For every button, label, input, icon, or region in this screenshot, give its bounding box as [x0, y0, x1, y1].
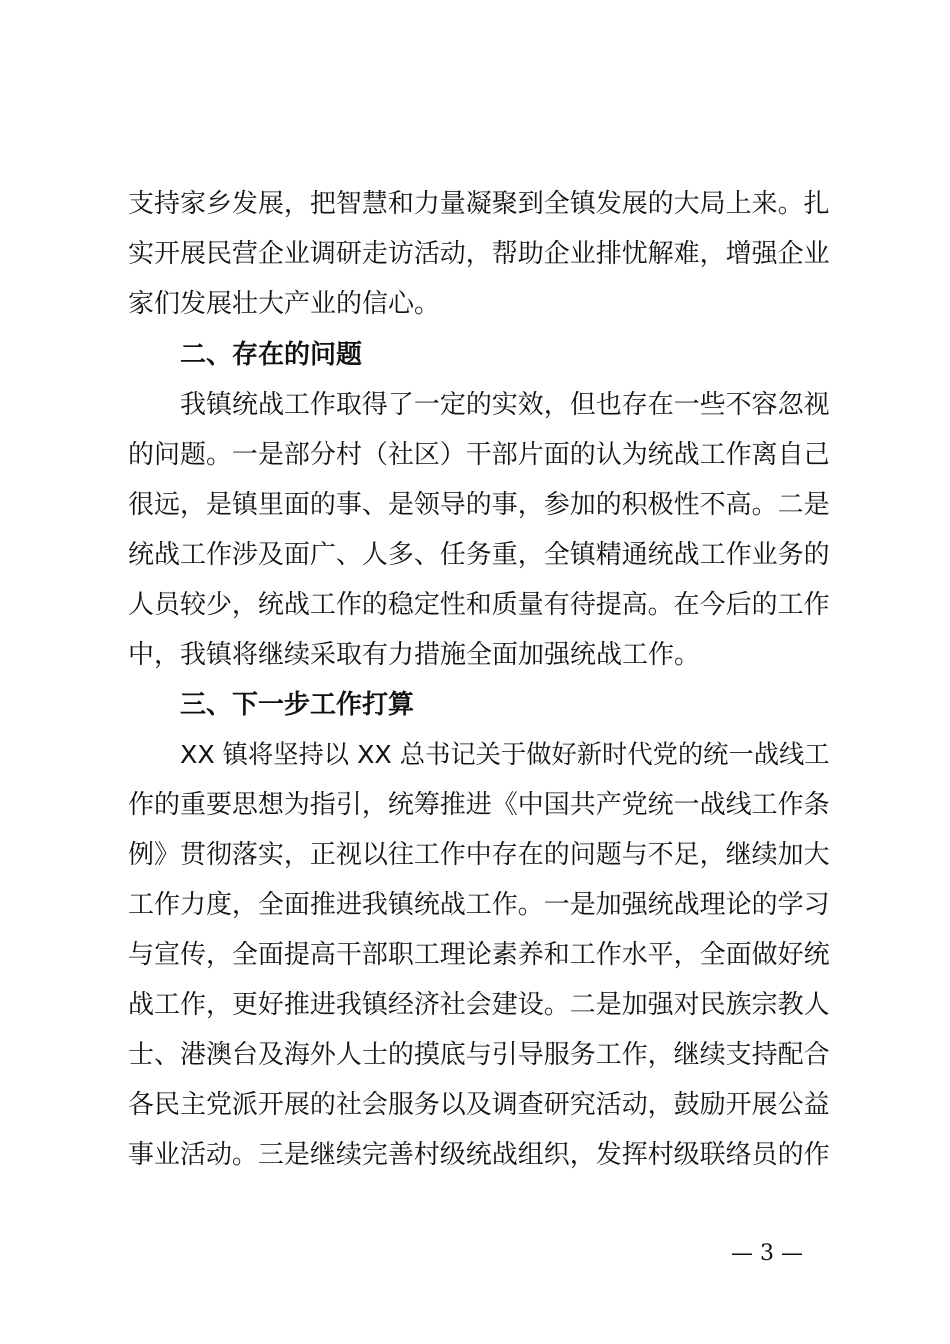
line-text: 支持家乡发展，把智慧和力量凝聚到全镇发展的大局上来。扎: [128, 189, 830, 219]
line-text: 各民主党派开展的社会服务以及调查研究活动，鼓励开展公益: [128, 1090, 830, 1120]
line-text: 士、港澳台及海外人士的摸底与引导服务工作，继续支持配合: [128, 1040, 830, 1070]
paragraph-line: [0, 485, 950, 525]
line-text: 统战工作涉及面广、人多、任务重，全镇精通统战工作业务的: [128, 540, 830, 570]
paragraph-line: [0, 735, 950, 775]
paragraph-line: [0, 535, 950, 575]
paragraph-line: [0, 1085, 950, 1125]
line-text: 的问题。一是部分村（社区）干部片面的认为统战工作离自己: [128, 440, 830, 470]
line-text: 中，我镇将继续采取有力措施全面加强统战工作。: [128, 640, 701, 670]
paragraph-line: [0, 835, 950, 875]
paragraph-line: [0, 785, 950, 825]
paragraph-line: [0, 385, 950, 425]
line-text: 作的重要思想为指引，统筹推进《中国共产党统一战线工作条: [128, 790, 830, 820]
line-text: XX 镇将坚持以 XX 总书记关于做好新时代党的统一战线工: [180, 740, 830, 769]
paragraph-line: [0, 1035, 950, 1075]
paragraph-line: [0, 234, 950, 274]
line-text: 我镇统战工作取得了一定的实效，但也存在一些不容忽视: [180, 390, 830, 420]
paragraph-line: [0, 985, 950, 1025]
paragraph-line: [0, 284, 950, 324]
paragraph-line: [0, 935, 950, 975]
line-text: 例》贯彻落实，正视以往工作中存在的问题与不足，继续加大: [128, 840, 830, 870]
line-text: 战工作，更好推进我镇经济社会建设。二是加强对民族宗教人: [128, 990, 830, 1020]
line-text: 工作力度，全面推进我镇统战工作。一是加强统战理论的学习: [128, 890, 830, 920]
line-text: 与宣传，全面提高干部职工理论素养和工作水平，全面做好统: [128, 940, 830, 970]
paragraph-line: [0, 885, 950, 925]
paragraph-line: [0, 184, 950, 224]
line-text: 人员较少，统战工作的稳定性和质量有待提高。在今后的工作: [128, 590, 830, 620]
line-text: 很远，是镇里面的事、是领导的事，参加的积极性不高。二是: [128, 490, 830, 520]
section-two-heading: 二、存在的问题: [180, 340, 363, 370]
line-text: 事业活动。三是继续完善村级统战组织，发挥村级联络员的作: [128, 1140, 830, 1170]
section-heading: [0, 335, 950, 375]
paragraph-line: [0, 635, 950, 675]
line-text: 家们发展壮大产业的信心。: [128, 289, 441, 319]
line-text: 实开展民营企业调研走访活动，帮助企业排忧解难，增强企业: [128, 239, 830, 269]
section-heading: [0, 685, 950, 725]
paragraph-line: [0, 1135, 950, 1175]
paragraph-line: [0, 435, 950, 475]
section-three-heading: 三、下一步工作打算: [180, 690, 415, 720]
page-number: — 3 —: [731, 1241, 803, 1266]
paragraph-line: [0, 585, 950, 625]
